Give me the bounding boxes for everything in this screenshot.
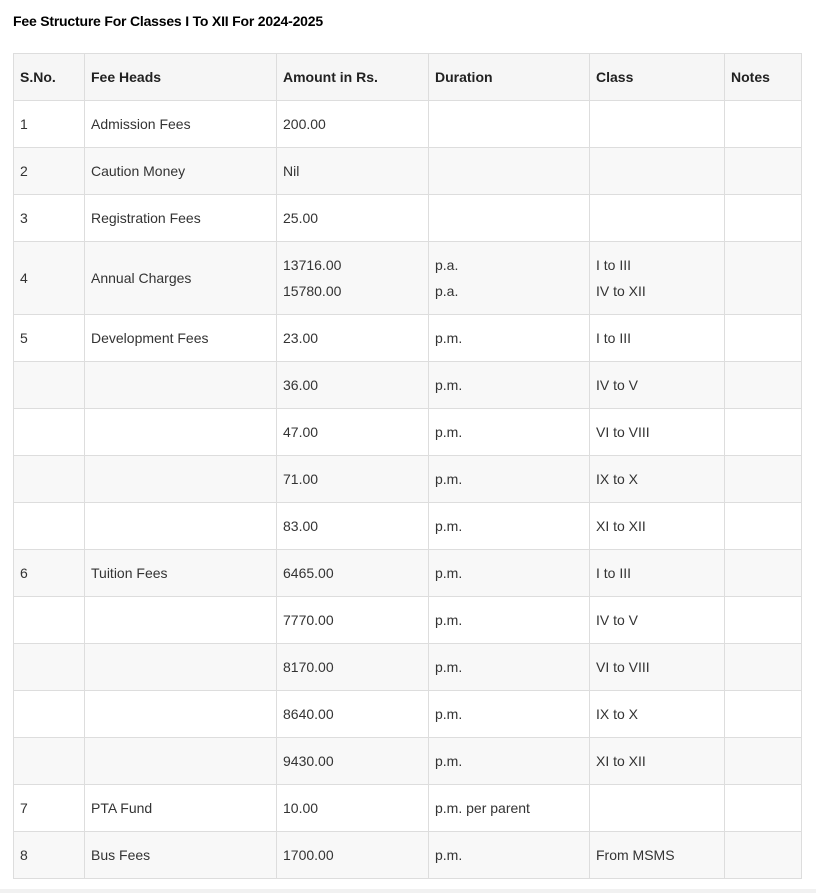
- cell-fee-head: [85, 597, 277, 644]
- cell-sno: [14, 738, 85, 785]
- cell-fee-head: [85, 409, 277, 456]
- class-line: I to III: [596, 257, 632, 273]
- cell-duration: [429, 195, 590, 242]
- cell-fee-head: Admission Fees: [85, 101, 277, 148]
- cell-amount: 6465.00: [277, 550, 429, 597]
- cell-amount: 10.00: [277, 785, 429, 832]
- table-row: [14, 456, 802, 503]
- cell-class: [590, 242, 725, 315]
- cell-duration: p.m.: [429, 644, 590, 691]
- cell-notes: [725, 409, 802, 456]
- cell-class: [590, 785, 725, 832]
- table-row: [14, 315, 802, 362]
- cell-notes: [725, 195, 802, 242]
- cell-sno: [14, 362, 85, 409]
- cell-notes: [725, 644, 802, 691]
- header-notes: Notes: [725, 54, 802, 101]
- cell-class: [590, 101, 725, 148]
- cell-sno: 3: [14, 195, 85, 242]
- table-row: [14, 409, 802, 456]
- cell-sno: 5: [14, 315, 85, 362]
- cell-notes: [725, 738, 802, 785]
- cell-amount: 47.00: [277, 409, 429, 456]
- amount-line: 13716.00: [283, 257, 342, 273]
- cell-notes: [725, 315, 802, 362]
- cell-fee-head: [85, 362, 277, 409]
- cell-sno: [14, 456, 85, 503]
- cell-duration: [429, 148, 590, 195]
- cell-duration: p.m.: [429, 362, 590, 409]
- cell-sno: 7: [14, 785, 85, 832]
- cell-fee-head: Tuition Fees: [85, 550, 277, 597]
- cell-amount: 71.00: [277, 456, 429, 503]
- cell-duration: p.m.: [429, 456, 590, 503]
- cell-amount: 36.00: [277, 362, 429, 409]
- page-title: Fee Structure For Classes I To XII For 2024-2025: [13, 13, 323, 29]
- cell-class: XI to XII: [590, 503, 725, 550]
- cell-duration: p.m.: [429, 738, 590, 785]
- cell-amount: 7770.00: [277, 597, 429, 644]
- cell-notes: [725, 550, 802, 597]
- cell-notes: [725, 242, 802, 315]
- cell-class: IV to V: [590, 362, 725, 409]
- cell-duration: p.m.: [429, 409, 590, 456]
- cell-notes: [725, 597, 802, 644]
- cell-notes: [725, 456, 802, 503]
- cell-amount: 200.00: [277, 101, 429, 148]
- cell-class: IV to V: [590, 597, 725, 644]
- table-row: [14, 362, 802, 409]
- table-row: [14, 832, 802, 879]
- cell-duration: p.m.: [429, 315, 590, 362]
- cell-class: I to III: [590, 550, 725, 597]
- cell-sno: 6: [14, 550, 85, 597]
- cell-fee-head: [85, 691, 277, 738]
- amount-line: 15780.00: [283, 283, 342, 299]
- cell-sno: [14, 644, 85, 691]
- cell-notes: [725, 503, 802, 550]
- cell-duration: p.m.: [429, 503, 590, 550]
- cell-notes: [725, 362, 802, 409]
- table-header-row: [14, 54, 802, 101]
- table-row: [14, 101, 802, 148]
- header-sno: S.No.: [14, 54, 85, 101]
- table-row: [14, 644, 802, 691]
- table-row: [14, 785, 802, 832]
- cell-fee-head: Development Fees: [85, 315, 277, 362]
- table-row: [14, 242, 802, 315]
- table-row: [14, 691, 802, 738]
- cell-amount: [277, 242, 429, 315]
- cell-sno: [14, 691, 85, 738]
- cell-amount: 9430.00: [277, 738, 429, 785]
- cell-amount: 83.00: [277, 503, 429, 550]
- cell-duration: p.m.: [429, 550, 590, 597]
- cell-duration: p.m.: [429, 597, 590, 644]
- cell-fee-head: PTA Fund: [85, 785, 277, 832]
- fee-structure-table: [13, 53, 802, 879]
- cell-duration: [429, 101, 590, 148]
- cell-fee-head: Registration Fees: [85, 195, 277, 242]
- cell-sno: [14, 409, 85, 456]
- cell-sno: [14, 597, 85, 644]
- class-line: IV to XII: [596, 283, 646, 299]
- cell-fee-head: Bus Fees: [85, 832, 277, 879]
- cell-fee-head: [85, 644, 277, 691]
- table-row: [14, 148, 802, 195]
- cell-sno: 1: [14, 101, 85, 148]
- cell-class: [590, 195, 725, 242]
- table-row: [14, 738, 802, 785]
- header-class: Class: [590, 54, 725, 101]
- cell-class: I to III: [590, 315, 725, 362]
- cell-notes: [725, 101, 802, 148]
- cell-class: VI to VIII: [590, 644, 725, 691]
- cell-sno: 2: [14, 148, 85, 195]
- cell-class: IX to X: [590, 691, 725, 738]
- cell-duration: p.m.: [429, 832, 590, 879]
- cell-sno: 4: [14, 242, 85, 315]
- cell-class: XI to XII: [590, 738, 725, 785]
- cell-duration: p.m.: [429, 691, 590, 738]
- cell-class: From MSMS: [590, 832, 725, 879]
- page-bottom-divider: [0, 889, 816, 893]
- duration-line: p.a.: [435, 257, 459, 273]
- cell-fee-head: [85, 456, 277, 503]
- duration-line: p.a.: [435, 283, 459, 299]
- cell-class: IX to X: [590, 456, 725, 503]
- cell-class: [590, 148, 725, 195]
- cell-duration: p.m. per parent: [429, 785, 590, 832]
- cell-amount: 8170.00: [277, 644, 429, 691]
- header-duration: Duration: [429, 54, 590, 101]
- cell-fee-head: Annual Charges: [85, 242, 277, 315]
- cell-amount: 8640.00: [277, 691, 429, 738]
- table-row: [14, 550, 802, 597]
- cell-fee-head: [85, 738, 277, 785]
- table-row: [14, 503, 802, 550]
- header-amount: Amount in Rs.: [277, 54, 429, 101]
- cell-class: VI to VIII: [590, 409, 725, 456]
- cell-notes: [725, 148, 802, 195]
- cell-amount: 1700.00: [277, 832, 429, 879]
- cell-fee-head: Caution Money: [85, 148, 277, 195]
- cell-notes: [725, 832, 802, 879]
- cell-notes: [725, 785, 802, 832]
- header-fee-heads: Fee Heads: [85, 54, 277, 101]
- cell-amount: 25.00: [277, 195, 429, 242]
- cell-amount: 23.00: [277, 315, 429, 362]
- cell-sno: [14, 503, 85, 550]
- table-row: [14, 195, 802, 242]
- table-row: [14, 597, 802, 644]
- cell-duration: [429, 242, 590, 315]
- cell-sno: 8: [14, 832, 85, 879]
- cell-amount: Nil: [277, 148, 429, 195]
- cell-fee-head: [85, 503, 277, 550]
- cell-notes: [725, 691, 802, 738]
